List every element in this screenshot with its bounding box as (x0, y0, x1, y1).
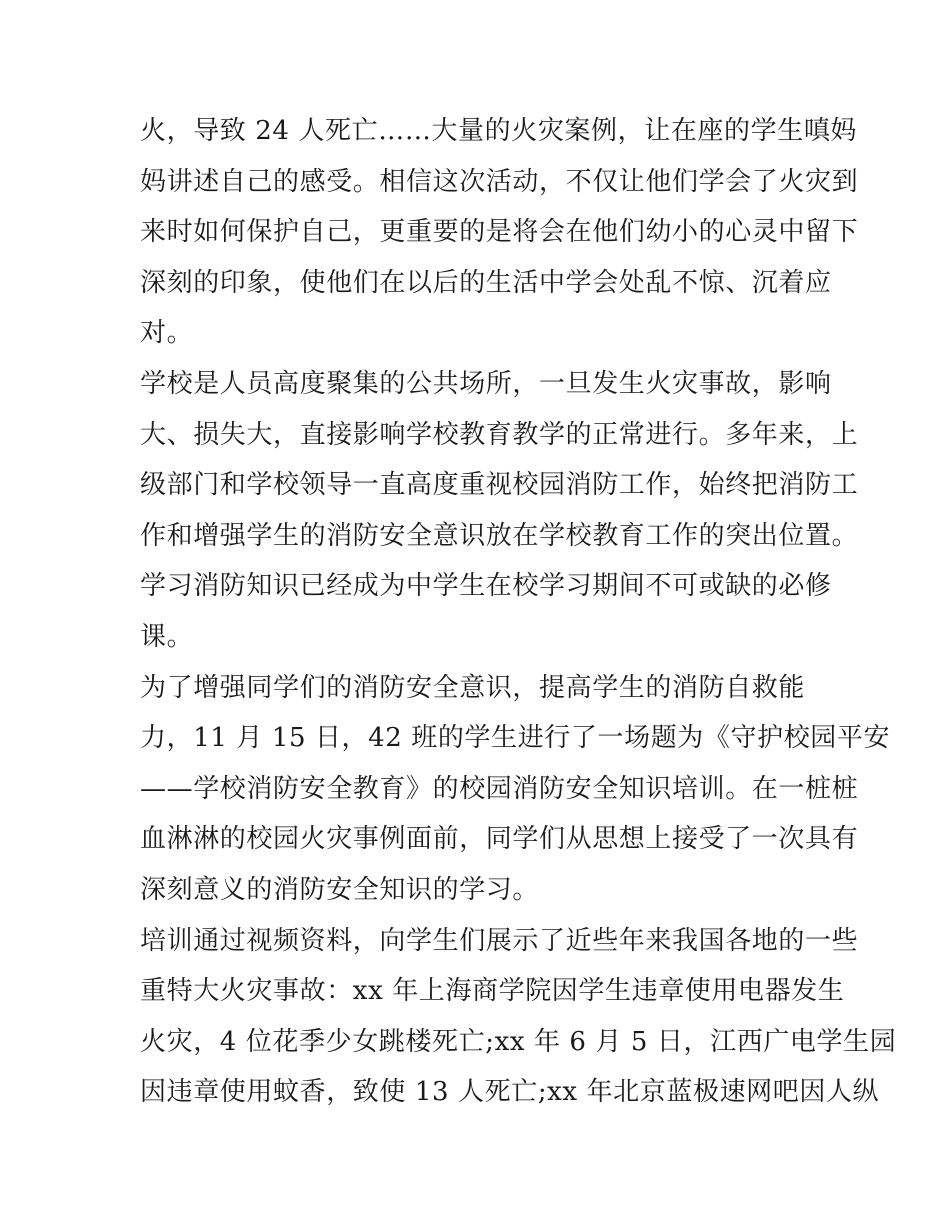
text-line: 力，11 月 15 日，42 班的学生进行了一场题为《守护校园平安 (140, 723, 891, 754)
body-text (140, 106, 897, 1118)
text-line: 深刻意义的消防安全知识的学习。 (140, 874, 540, 905)
text-line: 学习消防知识已经成为中学生在校学习期间不可或缺的必修 (140, 571, 832, 602)
text-line: 级部门和学校领导一直高度重视校园消防工作，始终把消防工 (140, 470, 859, 501)
text-line: 火，导致 24 人死亡……大量的火灾案例，让在座的学生嗔妈 (140, 116, 858, 146)
text-line: 大、损失大，直接影响学校教育教学的正常进行。多年来，上 (140, 419, 859, 450)
text-line: ——学校消防安全教育》的校园消防安全知识培训。在一桩桩 (140, 773, 859, 804)
text-line: 培训通过视频资料，向学生们展示了近些年来我国各地的一些 (140, 925, 859, 956)
text-line: 因违章使用蚊香，致使 13 人死亡;xx 年北京蓝极速网吧因人纵 (140, 1077, 880, 1108)
text-line: 来时如何保护自己，更重要的是将会在他们幼小的心灵中留下 (140, 217, 859, 248)
text-line: 课。 (140, 621, 194, 652)
text-line: 深刻的印象，使他们在以后的生活中学会处乱不惊、沉着应 (140, 267, 832, 298)
text-line: 火灾，4 位花季少女跳楼死亡;xx 年 6 月 5 日，江西广电学生园 (140, 1026, 897, 1057)
text-line: 为了增强同学们的消防安全意识，提高学生的消防自救能 (140, 672, 806, 703)
text-line: 作和增强学生的消防安全意识放在学校教育工作的突出位置。 (140, 520, 859, 551)
text-line: 学校是人员高度聚集的公共场所，一旦发生火灾事故，影响 (140, 368, 832, 399)
text-line: 对。 (140, 318, 194, 349)
text-line: 血淋淋的校园火灾事例面前，同学们从思想上接受了一次具有 (140, 824, 859, 855)
text-line: 重特大火灾事故：xx 年上海商学院因学生违章使用电器发生 (140, 976, 845, 1007)
text-line: 妈讲述自己的感受。相信这次活动，不仅让他们学会了火灾到 (140, 166, 859, 197)
